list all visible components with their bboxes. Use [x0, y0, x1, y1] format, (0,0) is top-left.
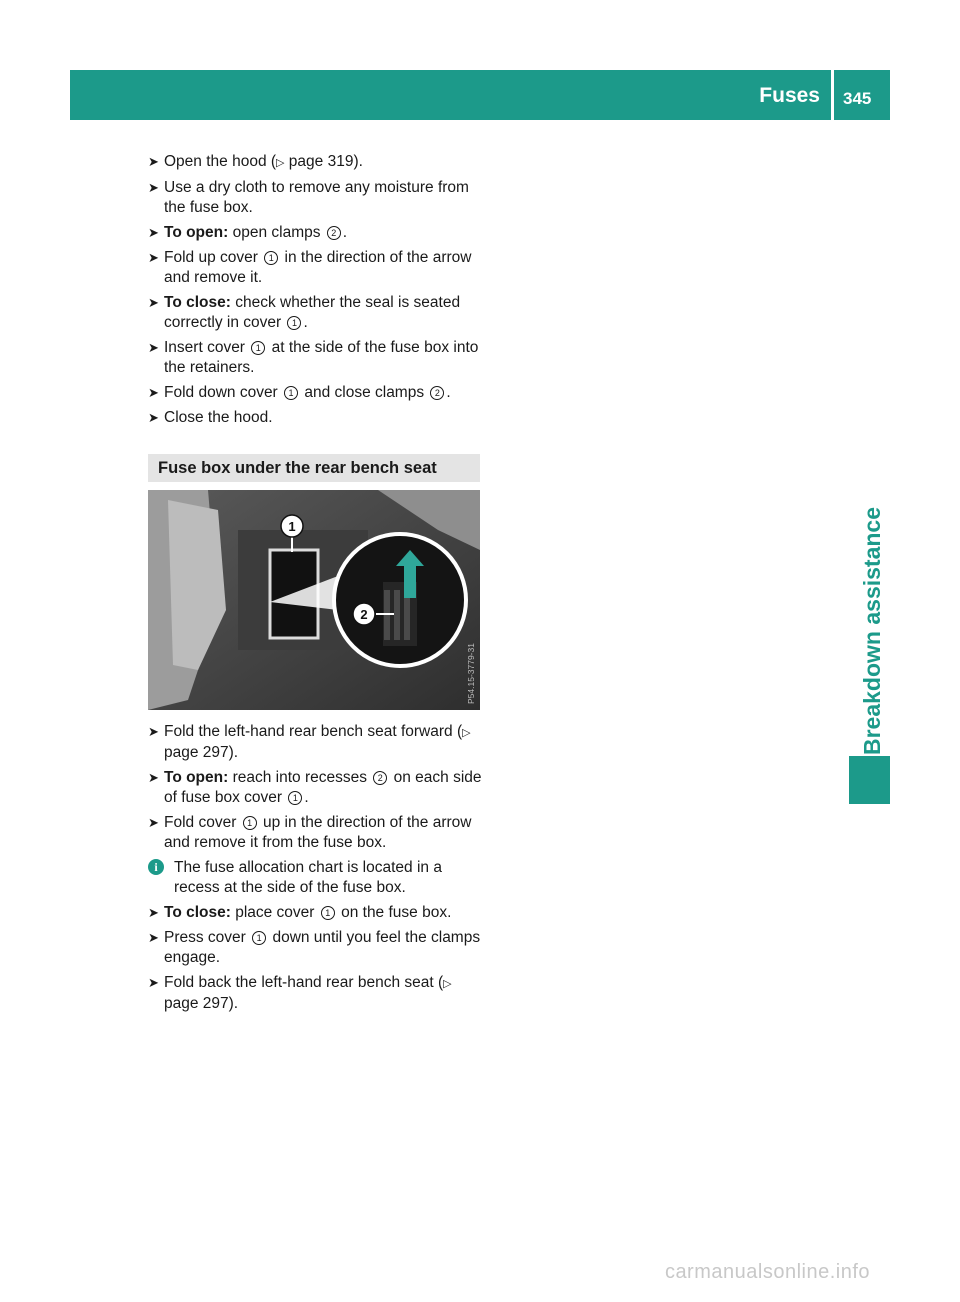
step-arrow-icon: ➤: [148, 154, 159, 169]
section-heading: Fuse box under the rear bench seat: [148, 454, 480, 482]
side-tab-marker: [849, 756, 890, 804]
callout-reference: 1: [252, 931, 266, 945]
side-tab-label: Breakdown assistance: [859, 506, 885, 755]
info-icon: i: [148, 859, 164, 875]
instruction-step: [148, 223, 482, 243]
instruction-step: [148, 768, 482, 808]
callout-reference: 1: [243, 816, 257, 830]
callout-1-label: 1: [288, 519, 296, 534]
step-arrow-icon: ➤: [148, 724, 159, 739]
instruction-step: [148, 248, 482, 288]
figure-code: P54.15-3779-31: [466, 643, 476, 704]
step-arrow-icon: ➤: [148, 975, 159, 990]
info-note: [148, 858, 482, 898]
header-separator: [831, 70, 834, 120]
step-text: Fold back the left-hand rear bench seat (▷ page 297).: [164, 974, 452, 1012]
callout-reference: 2: [373, 771, 387, 785]
step-text: Fold up cover 1 in the direction of the arrow and remove it.: [164, 249, 472, 286]
step-text: Close the hood.: [164, 409, 273, 426]
step-text: Fold the left-hand rear bench seat forward (▷ page 297).: [164, 723, 471, 761]
step-text: To close: place cover 1 on the fuse box.: [164, 904, 452, 921]
callout-reference: 2: [430, 386, 444, 400]
step-text: Press cover 1 down until you feel the clamps engage.: [164, 929, 481, 966]
callout-reference: 1: [321, 906, 335, 920]
step-label: To open:: [164, 769, 229, 786]
fuse-box-illustration: [148, 490, 480, 710]
page-reference-icon: ▷: [276, 157, 285, 169]
step-arrow-icon: ➤: [148, 770, 159, 785]
instruction-step: [148, 813, 482, 853]
instruction-step: [148, 722, 482, 763]
instruction-step: [148, 973, 482, 1014]
step-arrow-icon: ➤: [148, 295, 159, 310]
instruction-step: [148, 178, 482, 218]
step-text: Insert cover 1 at the side of the fuse box into the retainers.: [164, 339, 479, 376]
instruction-step: [148, 338, 482, 378]
step-arrow-icon: ➤: [148, 385, 159, 400]
rear-fuse-box-steps: [148, 722, 482, 1019]
step-label: To close:: [164, 904, 231, 921]
step-text: Fold cover 1 up in the direction of the arrow and remove it from the fuse box.: [164, 814, 472, 851]
chapter-title: Fuses: [759, 84, 820, 107]
step-arrow-icon: ➤: [148, 905, 159, 920]
callout-2-label: 2: [360, 607, 368, 622]
page-number: 345: [843, 89, 872, 108]
callout-reference: 1: [251, 341, 265, 355]
instruction-step: [148, 383, 482, 403]
step-text: To close: check whether the seal is seated correctly in cover 1 .: [164, 294, 461, 331]
step-arrow-icon: ➤: [148, 410, 159, 425]
step-text: To open: open clamps 2 .: [164, 224, 348, 241]
step-arrow-icon: ➤: [148, 250, 159, 265]
step-arrow-icon: ➤: [148, 930, 159, 945]
step-arrow-icon: ➤: [148, 225, 159, 240]
instruction-step: [148, 928, 482, 968]
callout-reference: 1: [288, 791, 302, 805]
callout-reference: 2: [327, 226, 341, 240]
callout-reference: 1: [287, 316, 301, 330]
instruction-step: [148, 903, 482, 923]
step-arrow-icon: ➤: [148, 180, 159, 195]
fuse-box-figure: [148, 490, 480, 710]
step-text: Open the hood (▷ page 319).: [164, 153, 363, 170]
step-text: Use a dry cloth to remove any moisture from the fuse box.: [164, 179, 469, 216]
step-text: To open: reach into recesses 2 on each side of fuse box cover 1 .: [164, 769, 482, 806]
page-reference-icon: ▷: [462, 727, 471, 739]
instruction-step: [148, 293, 482, 333]
hood-fuse-box-steps: [148, 152, 482, 433]
step-text: Fold down cover 1 and close clamps 2 .: [164, 384, 451, 401]
watermark: carmanualsonline.info: [664, 1261, 870, 1283]
instruction-step: [148, 152, 482, 173]
step-label: To open:: [164, 224, 229, 241]
instruction-step: [148, 408, 482, 428]
step-label: To close:: [164, 294, 231, 311]
callout-reference: 1: [284, 386, 298, 400]
callout-reference: 1: [264, 251, 278, 265]
info-text: The fuse allocation chart is located in a recess at the side of the fuse box.: [174, 859, 442, 896]
step-arrow-icon: ➤: [148, 340, 159, 355]
step-arrow-icon: ➤: [148, 815, 159, 830]
page-reference-icon: ▷: [443, 978, 452, 990]
